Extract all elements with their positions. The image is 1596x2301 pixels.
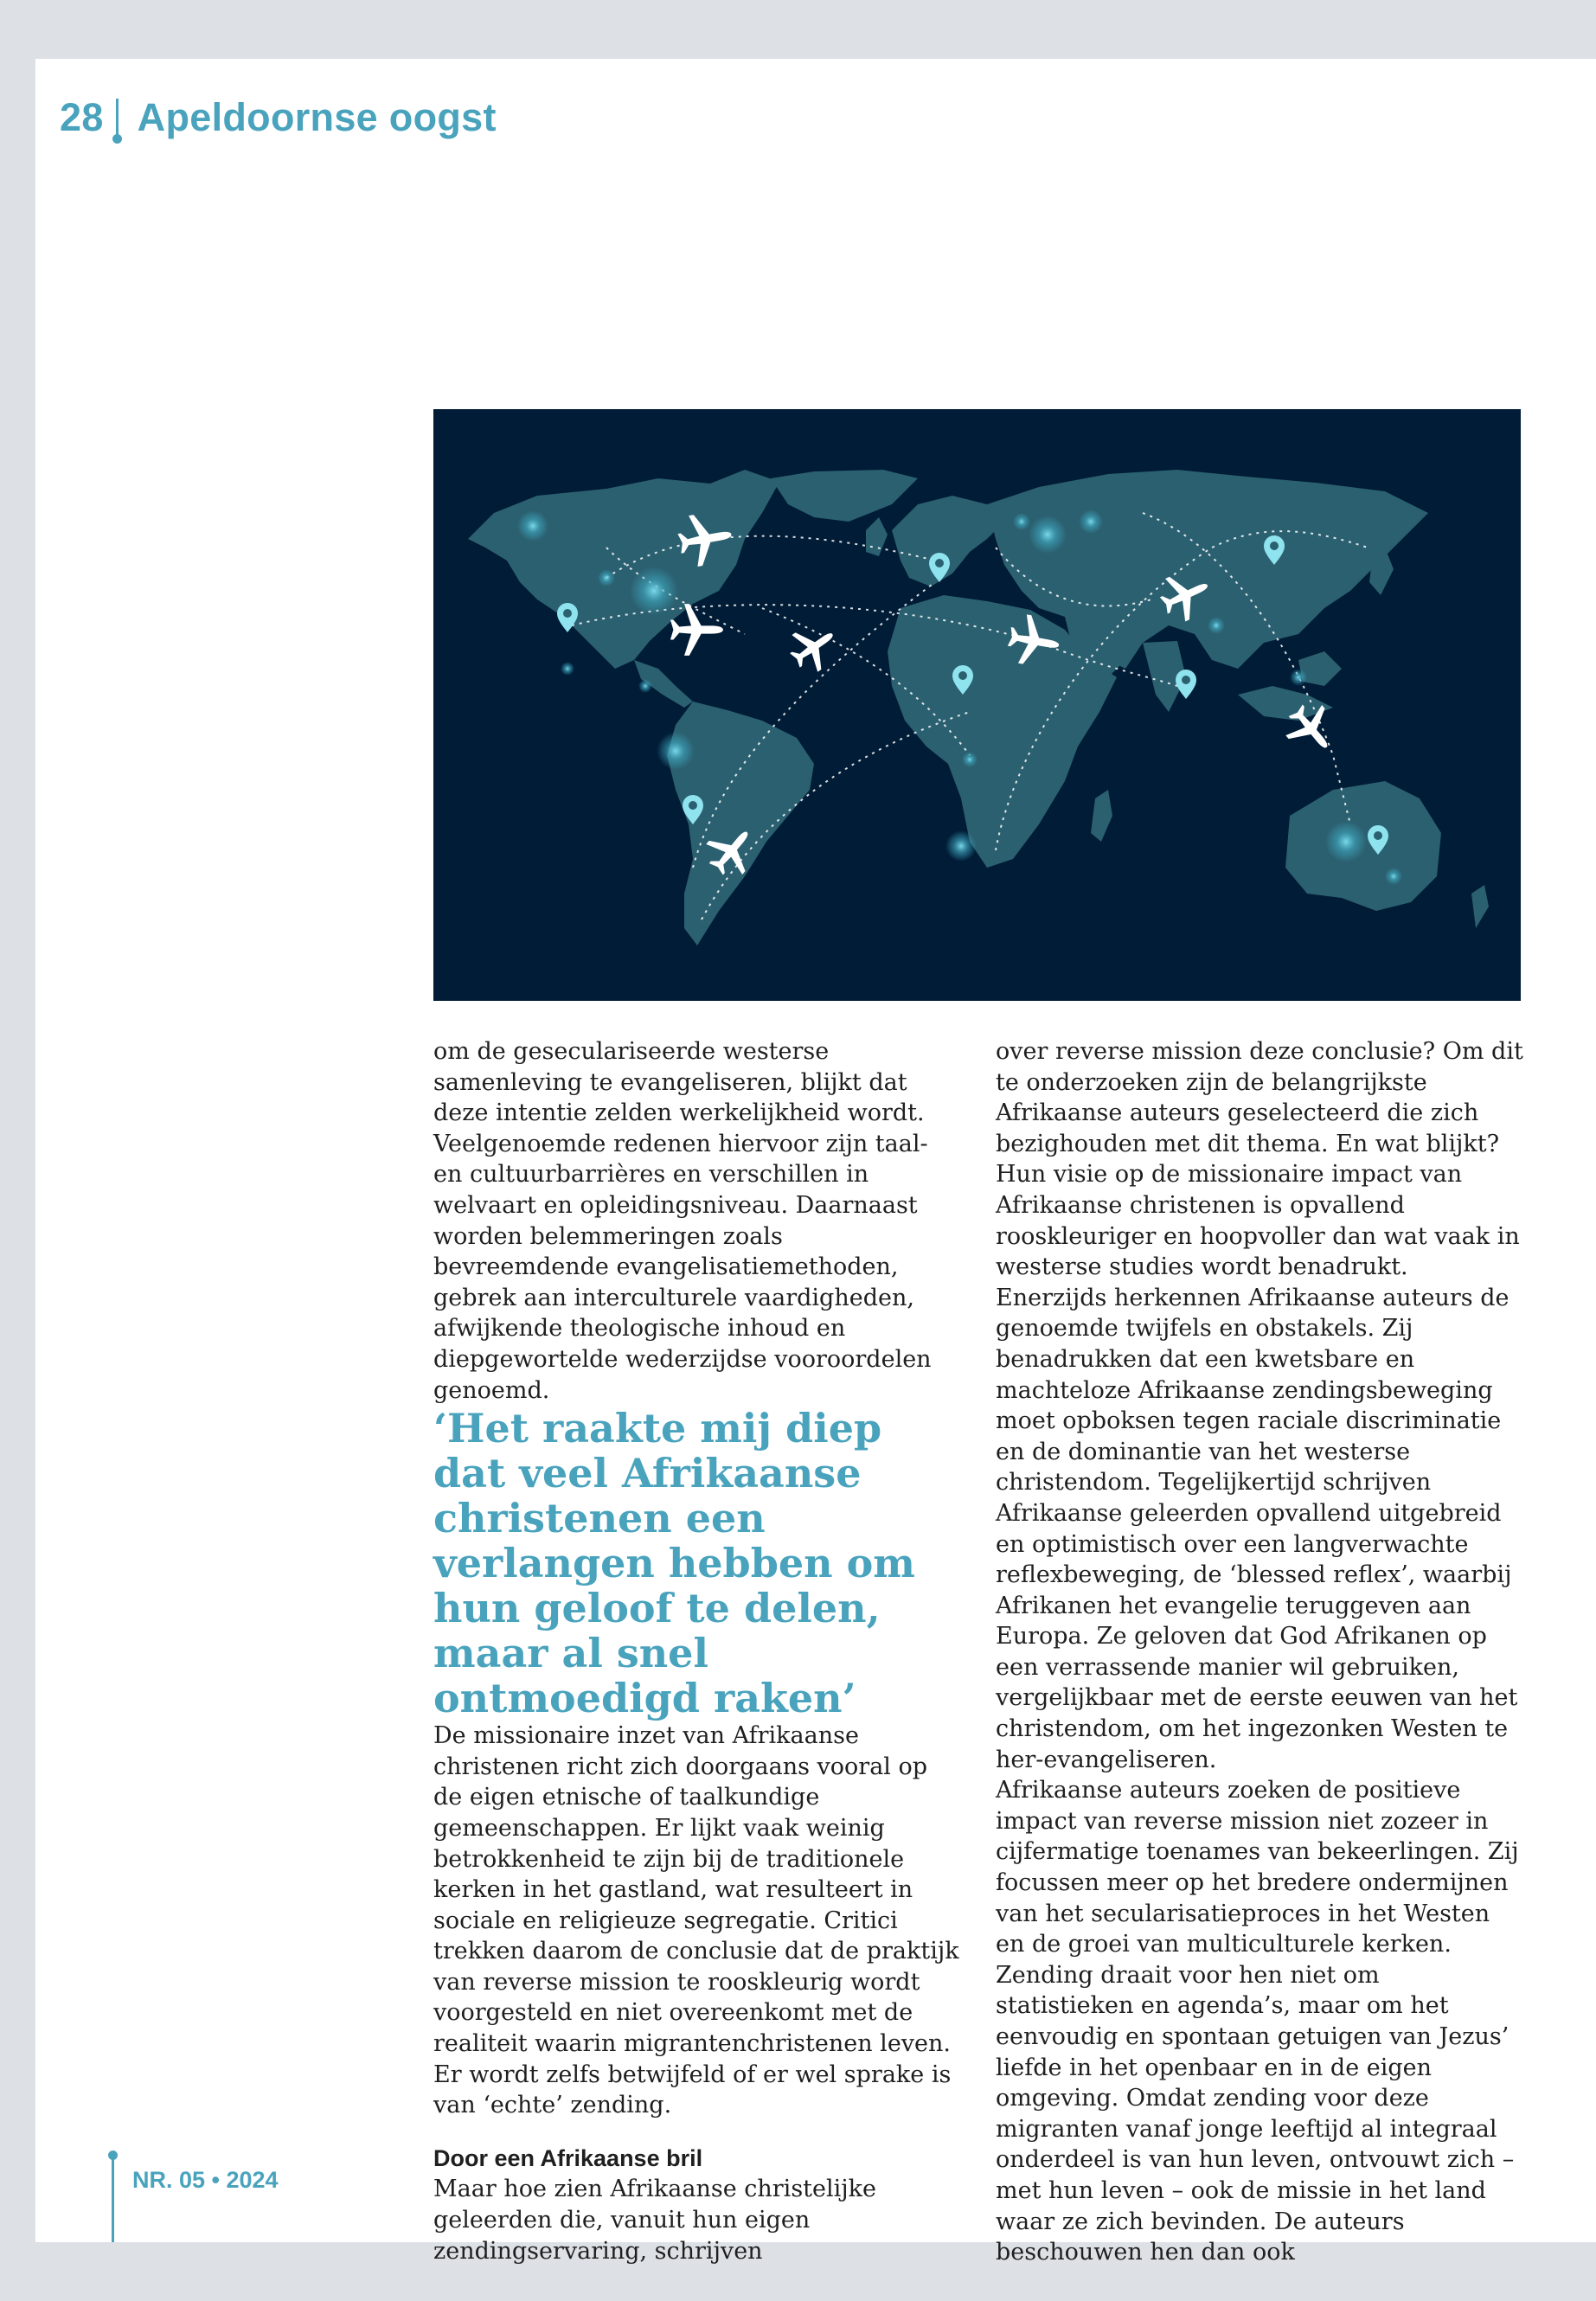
paragraph: Afrikaanse auteurs zoeken de positieve impact van reverse mission niet zozeer in cijfermatige toenames van bekeerlingen. Zij focussen meer op het bredere ondermijnen van het secularisatieproces in het Westen en de groei van multiculturele kerken. Zending draait voor hen niet om statistieken en agenda’s, maar om het eenvoudig en spontaan getuigen van Jezus’ liefde in het openbaar en in de eigen omgeving. Omdat zending voor deze migranten vanaf jonge leeftijd al integraal onderdeel is van hun leven, ontvouwt zich – met hun leven – ook de missie in het land waar ze zich bevinden. De auteurs beschouwen hen dan ook xyxy=(996,1777,1519,2266)
continents xyxy=(468,470,1489,945)
article-column-left xyxy=(433,1036,961,2266)
footer-divider xyxy=(112,2156,114,2242)
paragraph: Enerzijds herkennen Afrikaanse auteurs de genoemde twijfels en obstakels. Zij benadrukken dat een kwetsbare en machteloze Afrikaanse zendingsbeweging moet opboksen tegen raciale discriminatie en de dominantie van het westerse christendom. Tegelijkertijd schrijven Afrikaanse geleerden opvallend uitgebreid en optimistisch over een langverwachte reflexbeweging, de ‘blessed reflex’, waarbij Afrikanen het evangelie teruggeven aan Europa. Ze geloven dat God Afrikanen op een verrassende manier wil gebruiken, vergelijkbaar met de eerste eeuwen van het christendom, om het ingezonken Westen te her-evangeliseren. xyxy=(996,1284,1518,1773)
paragraph: over reverse mission deze conclusie? Om dit te onderzoeken zijn de belangrijkste Afrikaanse auteurs geselecteerd die zich bezighouden met dit thema. En wat blijkt? Hun visie op de missionaire impact van Afrikaanse christenen is opvallend rooskleuriger en hoopvoller dan wat vaak in westerse studies wordt benadrukt. xyxy=(996,1038,1523,1281)
paragraph: om de geseculariseerde westerse samenleving te evangeliseren, blijkt dat deze intentie zelden werkelijkheid wordt. Veelgenoemde redenen hiervoor zijn taal- en cultuurbarrières en verschillen in welvaart en opleidingsniveau. Daarnaast worden belemmeringen zoals bevreemdende evangelisatiemethoden, gebrek aan interculturele vaardigheden, afwijkende theologische inhoud en diepgewortelde wederzijdse vooroordelen genoemd. xyxy=(433,1038,932,1404)
section-subheading: Door een Afrikaanse bril xyxy=(433,2144,703,2171)
pull-quote: ‘Het raakte mij diep dat veel Afrikaanse christenen een verlangen hebben om hun geloof te delen, maar al snel ontmoedigd raken’ xyxy=(433,1405,915,1722)
magazine-page xyxy=(35,59,1596,2266)
world-map-flight-routes-icon xyxy=(433,409,1521,1001)
issue-label: NR. 05 • 2024 xyxy=(132,2167,279,2193)
page-header xyxy=(60,95,497,140)
page-number: 28 xyxy=(60,95,104,139)
header-divider xyxy=(116,99,119,137)
world-map-illustration xyxy=(433,409,1521,1001)
paragraph: De missionaire inzet van Afrikaanse christenen richt zich doorgaans vooral op de eigen etnische of taalkundige gemeenschappen. Er lijkt vaak weinig betrokkenheid te zijn bij de traditionele kerken in het gastland, wat resulteert in sociale en religieuze segregatie. Critici trekken daarom de conclusie dat de praktijk van reverse mission te rooskleurig wordt voorgesteld en niet overeenkomt met de realiteit waarin migrantenchristenen leven. Er wordt zelfs betwijfeld of er wel sprake is van ‘echte’ zending. xyxy=(433,1722,959,2119)
magazine-title: Apeldoornse oogst xyxy=(137,95,497,139)
article-column-right xyxy=(996,1036,1523,2268)
paragraph: Maar hoe zien Afrikaanse christelijke geleerden die, vanuit hun eigen zendingservaring, schrijven xyxy=(433,2176,876,2265)
